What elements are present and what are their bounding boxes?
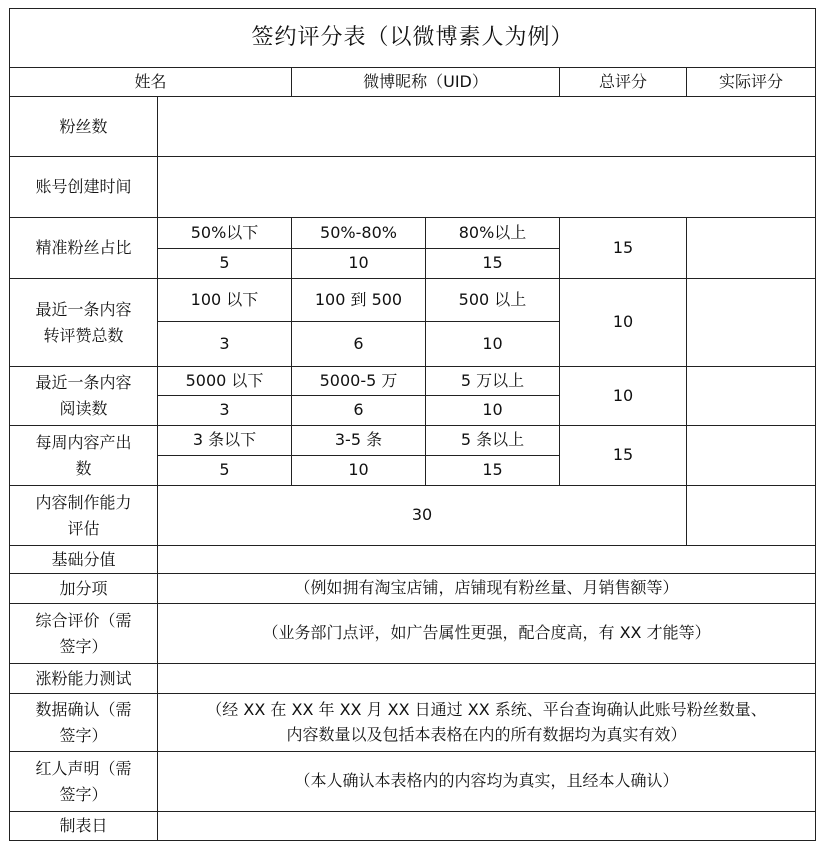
header-actual-score: 实际评分 — [687, 68, 816, 97]
precise-range-3: 80%以上 — [426, 218, 560, 249]
reads-points-2: 6 — [292, 396, 426, 426]
confirm-note — [158, 694, 816, 752]
reads-total: 10 — [560, 367, 687, 426]
label-reads-line1: 最近一条内容 — [35, 373, 132, 393]
label-statement-line2: 签字） — [59, 784, 108, 804]
precise-points-3: 15 — [426, 249, 560, 279]
label-date: 制表日 — [10, 812, 158, 841]
value-fans[interactable] — [158, 97, 816, 157]
ability-actual[interactable] — [687, 486, 816, 546]
interact-range-1: 100 以下 — [158, 279, 292, 322]
label-interact — [10, 279, 158, 367]
precise-actual[interactable] — [687, 218, 816, 279]
weekly-points-2: 10 — [292, 456, 426, 486]
label-confirm-line1: 数据确认（需 — [35, 699, 132, 719]
label-interact-line2: 转评赞总数 — [43, 325, 124, 345]
interact-actual[interactable] — [687, 279, 816, 367]
reads-range-3: 5 万以上 — [426, 367, 560, 396]
label-confirm-line2: 签字） — [59, 725, 108, 745]
label-statement — [10, 752, 158, 812]
interact-points-3: 10 — [426, 322, 560, 367]
header-nickname: 微博昵称（UID） — [292, 68, 560, 97]
precise-range-1: 50%以下 — [158, 218, 292, 249]
interact-total: 10 — [560, 279, 687, 367]
value-created[interactable] — [158, 157, 816, 218]
interact-points-2: 6 — [292, 322, 426, 367]
weekly-total: 15 — [560, 426, 687, 486]
label-statement-line1: 红人声明（需 — [35, 758, 132, 778]
label-precise: 精准粉丝占比 — [10, 218, 158, 279]
confirm-note-line1: （经 XX 在 XX 年 XX 月 XX 日通过 XX 系统、平台查询确认此账号粉丝数量、 — [206, 699, 767, 719]
label-overall-line1: 综合评价（需 — [35, 610, 132, 630]
scoring-table — [9, 8, 816, 841]
statement-note: （本人确认本表格内的内容均为真实，且经本人确认） — [158, 752, 816, 812]
header-name: 姓名 — [10, 68, 292, 97]
label-interact-line1: 最近一条内容 — [35, 299, 132, 319]
reads-range-1: 5000 以下 — [158, 367, 292, 396]
weekly-range-3: 5 条以上 — [426, 426, 560, 456]
weekly-actual[interactable] — [687, 426, 816, 486]
interact-range-3: 500 以上 — [426, 279, 560, 322]
label-weekly — [10, 426, 158, 486]
precise-total: 15 — [560, 218, 687, 279]
confirm-note-line2: 内容数量以及包括本表格在内的所有数据均为真实有效） — [286, 724, 687, 744]
value-growth[interactable] — [158, 664, 816, 694]
label-ability-line1: 内容制作能力 — [35, 492, 132, 512]
precise-points-2: 10 — [292, 249, 426, 279]
label-created: 账号创建时间 — [10, 157, 158, 218]
label-growth: 涨粉能力测试 — [10, 664, 158, 694]
scoring-sheet — [9, 8, 815, 841]
label-confirm — [10, 694, 158, 752]
interact-points-1: 3 — [158, 322, 292, 367]
label-ability-line2: 评估 — [67, 518, 100, 538]
ability-total: 30 — [158, 486, 687, 546]
precise-range-2: 50%-80% — [292, 218, 426, 249]
value-base[interactable] — [158, 546, 816, 574]
label-reads-line2: 阅读数 — [59, 399, 108, 418]
interact-range-2: 100 到 500 — [292, 279, 426, 322]
bonus-note: （例如拥有淘宝店铺，店铺现有粉丝量、月销售额等） — [158, 574, 816, 604]
header-total-score: 总评分 — [560, 68, 687, 97]
label-bonus: 加分项 — [10, 574, 158, 604]
weekly-points-1: 5 — [158, 456, 292, 486]
label-fans: 粉丝数 — [10, 97, 158, 157]
reads-points-1: 3 — [158, 396, 292, 426]
label-overall-line2: 签字） — [59, 636, 108, 656]
label-weekly-line1: 每周内容产出 — [35, 432, 132, 452]
label-overall — [10, 604, 158, 664]
value-date[interactable] — [158, 812, 816, 841]
label-ability — [10, 486, 158, 546]
label-weekly-line2: 数 — [75, 458, 92, 478]
precise-points-1: 5 — [158, 249, 292, 279]
table-title: 签约评分表（以微博素人为例） — [10, 9, 816, 68]
label-reads — [10, 367, 158, 426]
reads-range-2: 5000-5 万 — [292, 367, 426, 396]
reads-actual[interactable] — [687, 367, 816, 426]
overall-note: （业务部门点评，如广告属性更强，配合度高，有 XX 才能等） — [158, 604, 816, 664]
reads-points-3: 10 — [426, 396, 560, 426]
label-base: 基础分值 — [10, 546, 158, 574]
weekly-range-1: 3 条以下 — [158, 426, 292, 456]
weekly-range-2: 3-5 条 — [292, 426, 426, 456]
weekly-points-3: 15 — [426, 456, 560, 486]
